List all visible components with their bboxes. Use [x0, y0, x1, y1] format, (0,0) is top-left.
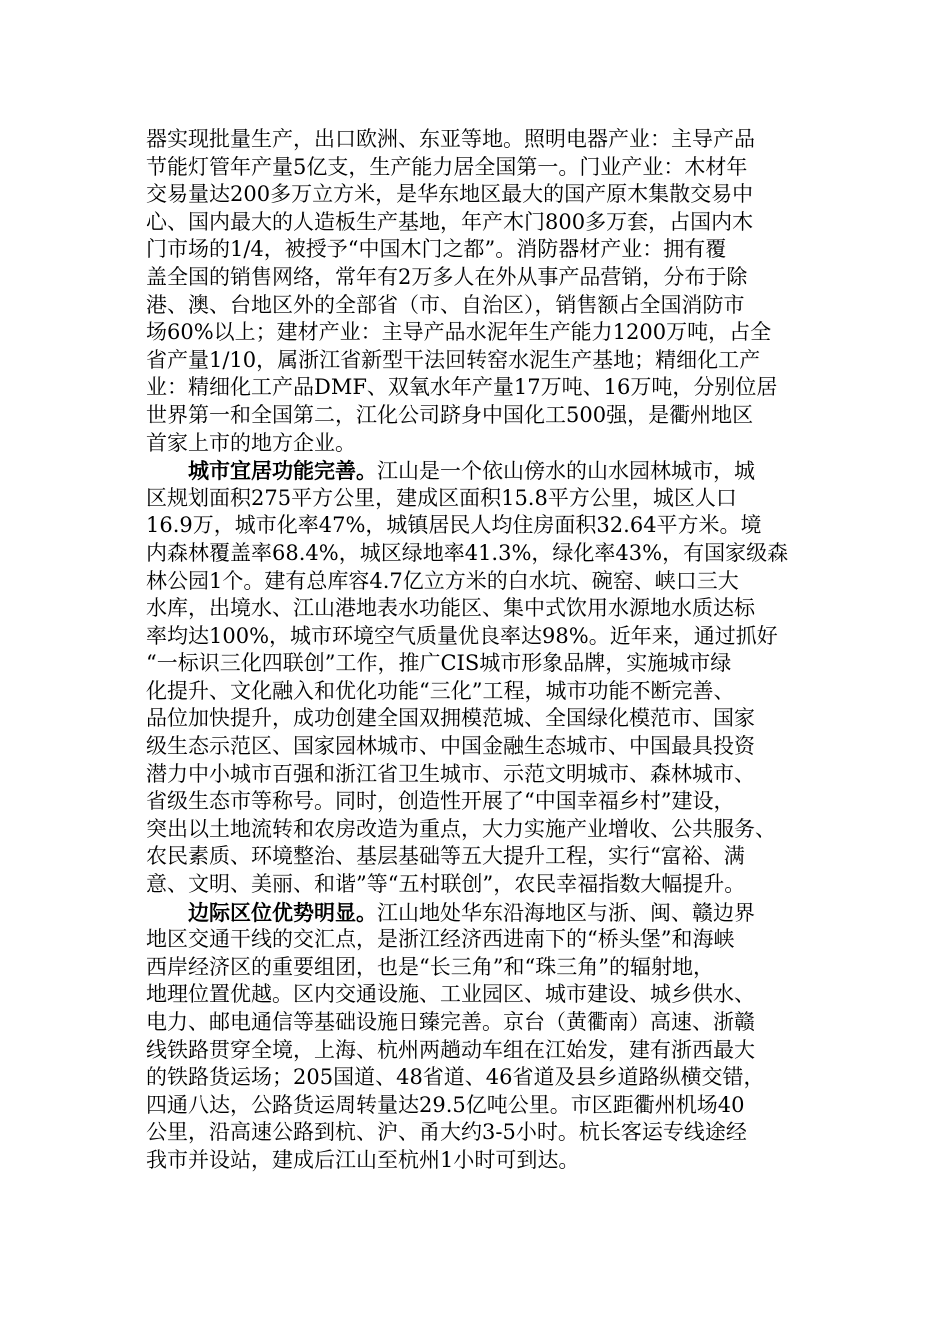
text-line: 内森林覆盖率68.4%，城区绿地率41.3%，绿化率43%，有国家级森	[146, 540, 789, 565]
text-line: 电力、邮电通信等基础设施日臻完善。京台（黄衢南）高速、浙赣	[146, 1010, 755, 1034]
text-line: 区规划面积275平方公里，建成区面积15.8平方公里，城区人口	[146, 485, 737, 510]
paragraph-lead-text: 江山是一个依山傍水的山水园林城市，城	[377, 459, 755, 484]
text-line: 我市并设站，建成后江山至杭州1小时可到达。	[146, 1147, 580, 1172]
text-line: 水库，出境水、江山港地表水功能区、集中式饮用水源地水质达标	[146, 596, 755, 621]
text-line: 林公园1个。建有总库容4.7亿立方米的白水坑、碗窑、峡口三大	[146, 568, 739, 593]
text-line: 品位加快提升，成功创建全国双拥模范城、全国绿化模范市、国家	[146, 706, 755, 731]
paragraph-livable-city	[146, 457, 814, 899]
paragraph-location-advantage	[146, 899, 814, 1175]
text-line: 的铁路货运场；205国道、48省道、46省道及县乡道路纵横交错，	[146, 1065, 765, 1090]
paragraph-industries	[146, 126, 814, 457]
text-line: 意、文明、美丽、和谐”等“五村联创”，农民幸福指数大幅提升。	[146, 872, 746, 897]
paragraph-heading: 城市宜居功能完善。	[188, 458, 377, 484]
text-line: 门市场的1/4，被授予“中国木门之都”。消防器材产业：拥有覆	[146, 237, 727, 262]
text-line: 农民素质、环境整治、基层基础等五大提升工程，实行“富裕、满	[146, 844, 745, 869]
text-line: 潜力中小城市百强和浙江省卫生城市、示范文明城市、森林城市、	[146, 761, 755, 786]
text-line: 首家上市的地方企业。	[146, 430, 356, 455]
text-line: 交易量达200多万立方米，是华东地区最大的国产原木集散交易中	[146, 182, 754, 207]
paragraph-heading: 边际区位优势明显。	[188, 899, 377, 925]
text-line: 线铁路贯穿全境，上海、杭州两趟动车组在江始发，建有浙西最大	[146, 1037, 755, 1062]
text-line: 突出以土地流转和农房改造为重点，大力实施产业增收、公共服务、	[146, 816, 776, 841]
document-body	[146, 126, 814, 1175]
text-line: 器实现批量生产，出口欧洲、东亚等地。照明电器产业：主导产品	[146, 127, 755, 151]
text-line: 化提升、文化融入和优化功能“三化”工程，城市功能不断完善、	[146, 678, 735, 703]
text-line: 地区交通干线的交汇点，是浙江经济西进南下的“桥头堡”和海峡	[146, 927, 735, 952]
text-line: “一标识三化四联创”工作，推广CIS城市形象品牌，实施城市绿	[146, 651, 732, 676]
paragraph-first-line	[146, 457, 814, 485]
text-line: 盖全国的销售网络，常年有2万多人在外从事产品营销，分布于除	[146, 264, 748, 289]
text-line: 率均达100%，城市环境空气质量优良率达98%。近年来，通过抓好	[146, 623, 778, 648]
paragraph-lead-text: 江山地处华东沿海地区与浙、闽、赣边界	[377, 900, 755, 925]
text-line: 业：精细化工产品DMF、双氧水年产量17万吨、16万吨，分别位居	[146, 375, 778, 400]
paragraph-first-line	[146, 899, 814, 927]
text-line: 省产量1/10，属浙江省新型干法回转窑水泥生产基地；精细化工产	[146, 347, 761, 372]
text-line: 港、澳、台地区外的全部省（市、自治区），销售额占全国消防市	[146, 292, 745, 317]
text-line: 级生态示范区、国家园林城市、中国金融生态城市、中国最具投资	[146, 734, 755, 759]
text-line: 地理位置优越。区内交通设施、工业园区、城市建设、城乡供水、	[146, 982, 755, 1007]
text-line: 四通八达，公路货运周转量达29.5亿吨公里。市区距衢州机场40	[146, 1092, 745, 1117]
text-line: 16.9万，城市化率47%，城镇居民人均住房面积32.64平方米。境	[146, 513, 762, 538]
text-line: 西岸经济区的重要组团，也是“长三角”和“珠三角”的辐射地，	[146, 954, 714, 979]
text-line: 公里，沿高速公路到杭、沪、甬大约3-5小时。杭长客运专线途经	[146, 1120, 747, 1145]
text-line: 世界第一和全国第二，江化公司跻身中国化工500强，是衢州地区	[146, 402, 754, 427]
text-line: 场60%以上；建材产业：主导产品水泥年生产能力1200万吨，占全	[146, 320, 772, 345]
text-line: 心、国内最大的人造板生产基地，年产木门800多万套，占国内木	[146, 209, 754, 234]
text-line: 省级生态市等称号。同时，创造性开展了“中国幸福乡村”建设，	[146, 789, 735, 814]
text-line: 节能灯管年产量5亿支，生产能力居全国第一。门业产业：木材年	[146, 154, 748, 179]
